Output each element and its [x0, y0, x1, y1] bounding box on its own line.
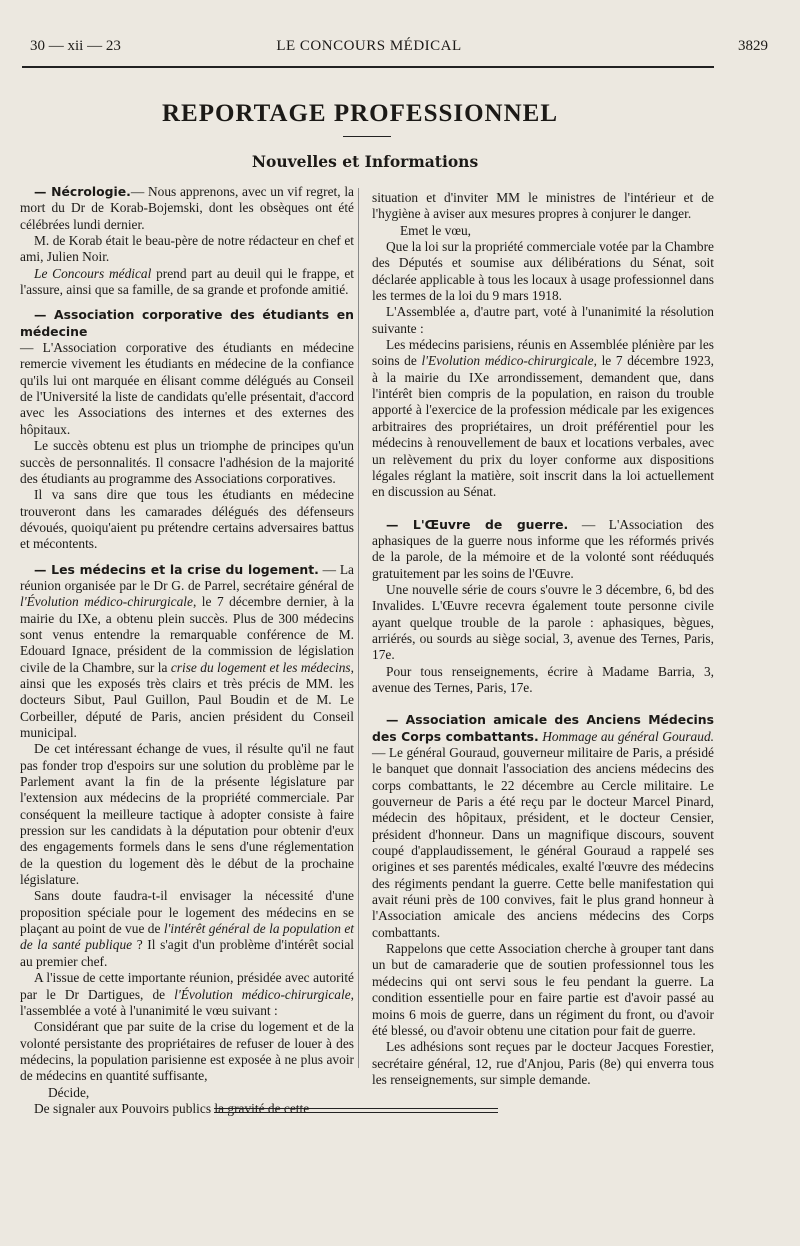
paragraph: M. de Korab était le beau-père de notre rédacteur en chef et ami, Julien Noir.: [20, 233, 354, 265]
paragraph: Une nouvelle série de cours s'ouvre le 3 décembre, 6, bd des Invalides. L'Œuvre recevra également toute personne civile ayant quelque trouble de la parole : aphasiques, bègues, arriérés, ou sourds au siège social, 3, avenue des Ternes, Paris, 17e.: [372, 581, 714, 663]
paragraph: Considérant que par suite de la crise du logement et de la volonté persistante des propriétaires de refuser de louer à des médecins, la population parisienne est exposée à ne plus avoir de médecins en quantité suffisante,: [20, 1019, 354, 1084]
article-association: [20, 307, 354, 340]
paragraph: De cet intéressant échange de vues, il résulte qu'il ne faut pas fonder trop d'espoirs sur une solution du problème par le Parlement avant la fin de la présente législature par l'extension aux médecins de la propriété commerciale. Par conséquent la meilleure tactique à adopter consiste à faire pression sur les candidats à la députation pour obtenir d'eux des engagements formels dans le sens d'une réglementation de la question du logement dès le début de la prochaine législature.: [20, 741, 354, 888]
article-heading: — Association amicale des Anciens Médecins des Corps combattants.: [372, 712, 714, 744]
running-header: [30, 38, 768, 60]
left-column: [20, 184, 354, 1117]
paragraph: Pour tous renseignements, écrire à Madame Barria, 3, avenue des Ternes, Paris, 17e.: [372, 663, 714, 695]
footer-rule: [214, 1112, 498, 1113]
article-necrologie: — Nécrologie.— Nous apprenons, avec un vif regret, la mort du Dr de Korab-Bojemski, dont les obsèques ont été célébrées lundi dernier.: [20, 184, 354, 232]
paragraph: Les adhésions sont reçues par le docteur Jacques Forestier, secrétaire général, 12, rue d'Anjou, Paris (8e) qui enverra tous les renseignements, sur simple demande.: [372, 1039, 714, 1087]
paragraph: Décide,: [48, 1084, 90, 1100]
paragraph: Le succès obtenu est plus un triomphe de principes qu'un succès de personnalités. Il consacre l'adhésion de la majorité des étudiants au programme des Associations corporatives.: [20, 438, 354, 486]
paragraph: situation et d'inviter MM le ministres de l'intérieur et de l'hygiène à aviser aux mesures propres à conjurer le danger.: [372, 190, 714, 222]
paragraph: De signaler aux Pouvoirs publics la gravité de cette: [34, 1100, 310, 1116]
paragraph: Les médecins parisiens, réunis en Assemblée plénière par les soins de l'Evolution médico-chirurgicale, le 7 décembre 1923, à la mairie du IXe arrondissement, demandent que, dans l'intérêt bien compris de la population, en raison du trouble apporté à l'exercice de la profession médicale par les exigences arbitraires des propriétaires, un droit préférentiel pour les médecins à renouvellement de baux et locations verbales, avec un relèvement du prix du loyer conforme aux dispositions légales réglant la matière, soit inscrit dans la loi actuellement en discussion au Sénat.: [372, 337, 715, 500]
right-column: [372, 190, 714, 1088]
paragraph: Rappelons que cette Association cherche à grouper tant dans un but de camaraderie que de soutien professionnel tous les médecins qui ont servi sous le feu pendant la guerre. La condition essentielle pour en faire partie est d'avoir passé au moins 6 mois de guerre, dans un régiment du front, ou d'avoir été blessé, ou d'avoir obtenu une citation pour fait de guerre.: [372, 941, 714, 1038]
issue-date: 30 — xii — 23: [30, 38, 121, 54]
article-heading: — Association corporative des étudiants en médecine: [20, 307, 354, 339]
article-logement: — Les médecins et la crise du logement. — La réunion organisée par le Dr G. de Parrel, secrétaire général de l'Évolution médico-chirurgicale, le 7 décembre dernier, à la mairie du IXe, a obtenu plein succès. Plus de 300 médecins sont venus entendre la remarquable conférence de M. Edouard Ignace, président de la commission de législation civile de la Chambre, sur la crise du logement et les médecins, ainsi que les exposés très clairs et très précis de MM. les docteurs Sibut, Paul Guillon, Paul Boudin et de M. Le Corbeiller, député de Paris, ancien président du Conseil municipal.: [20, 561, 355, 740]
paragraph: Il va sans dire que tous les étudiants en médecine trouveront dans les camarades délégués des défenseurs dévoués, quoiqu'aient pu prétendre certains adversaires battus et mécontents.: [20, 487, 354, 552]
paragraph: Emet le vœu,: [400, 222, 472, 238]
paragraph: Que la loi sur la propriété commerciale votée par la Chambre des Députés et soumise aux délibérations du Sénat, soit déclarée applicable à tous les locaux à usage professionnel dans les termes de la loi du 9 mars 1918.: [372, 239, 714, 304]
paragraph: A l'issue de cette importante réunion, présidée avec autorité par le Dr Dartigues, de l'Évolution médico-chirurgicale, l'assemblée a voté à l'unanimité le vœu suivant :: [20, 970, 354, 1018]
article-heading: — L'Œuvre de guerre.: [386, 516, 569, 532]
title-rule: [343, 136, 391, 137]
journal-name: LE CONCOURS MÉDICAL: [276, 38, 462, 54]
page-number: 3829: [738, 38, 768, 54]
paragraph: Sans doute faudra-t-il envisager la nécessité d'une proposition spéciale pour le logement des médecins en se plaçant au point de vue de l'intérêt général de la population et de la santé publique ? Il s'agit d'un problème d'intérêt social au premier chef.: [20, 888, 354, 969]
column-divider: [358, 188, 359, 1068]
header-rule: [22, 66, 714, 68]
footer-rule: [214, 1108, 498, 1109]
paragraph: L'Assemblée a, d'autre part, voté à l'unanimité la résolution suivante :: [372, 304, 714, 336]
article-heading: — Les médecins et la crise du logement.: [34, 561, 319, 577]
section-subtitle: Nouvelles et Informations: [251, 152, 479, 171]
paragraph: — L'Association corporative des étudiants en médecine remercie vivement les étudiants en médecine de la confiance qu'ils lui ont marquée en élisant comme délégués au Conseil de l'Université la liste de candidats qu'elle présentait, d'accord avec les Associations des internes et des externes des hôpitaux.: [20, 340, 354, 437]
article-association-amicale: — Association amicale des Anciens Médecins des Corps combattants. Hommage au général Gouraud. — Le général Gouraud, gouverneur militaire de Paris, a présidé le banquet que donnait l'association des anciens médecins des corps combattants, le 22 décembre au Cercle militaire. Le gouverneur de Paris a été reçu par le docteur Marcel Pinard, médecin des hôpitaux, président, et le docteur Censier, président d'honneur. Dans un magnifique discours, souvent coupé d'applaudissement, le général Gouraud a rappelé ses origines et ses parentés médicales, exalté l'œuvre des médecins des régiments pendant la guerre. Cette belle manifestation qui avait réuni près de 100 convives, fait le plus grand honneur à l'Association amicale des anciens médecins des Corps combattants.: [372, 712, 714, 940]
paragraph: Le Concours médical prend part au deuil qui le frappe, et l'assure, ainsi que sa famille, de sa grande et profonde amitié.: [20, 265, 354, 298]
article-oeuvre-de-guerre: — L'Œuvre de guerre. — L'Association des aphasiques de la guerre nous informe que les réformés privés de la parole, de la mémoire et de la volonté sont rééduqués gratuitement par les soins de l'Œuvre.: [372, 516, 715, 581]
section-title: REPORTAGE PROFESSIONNEL: [161, 100, 559, 127]
article-heading: — Nécrologie.: [34, 184, 131, 199]
